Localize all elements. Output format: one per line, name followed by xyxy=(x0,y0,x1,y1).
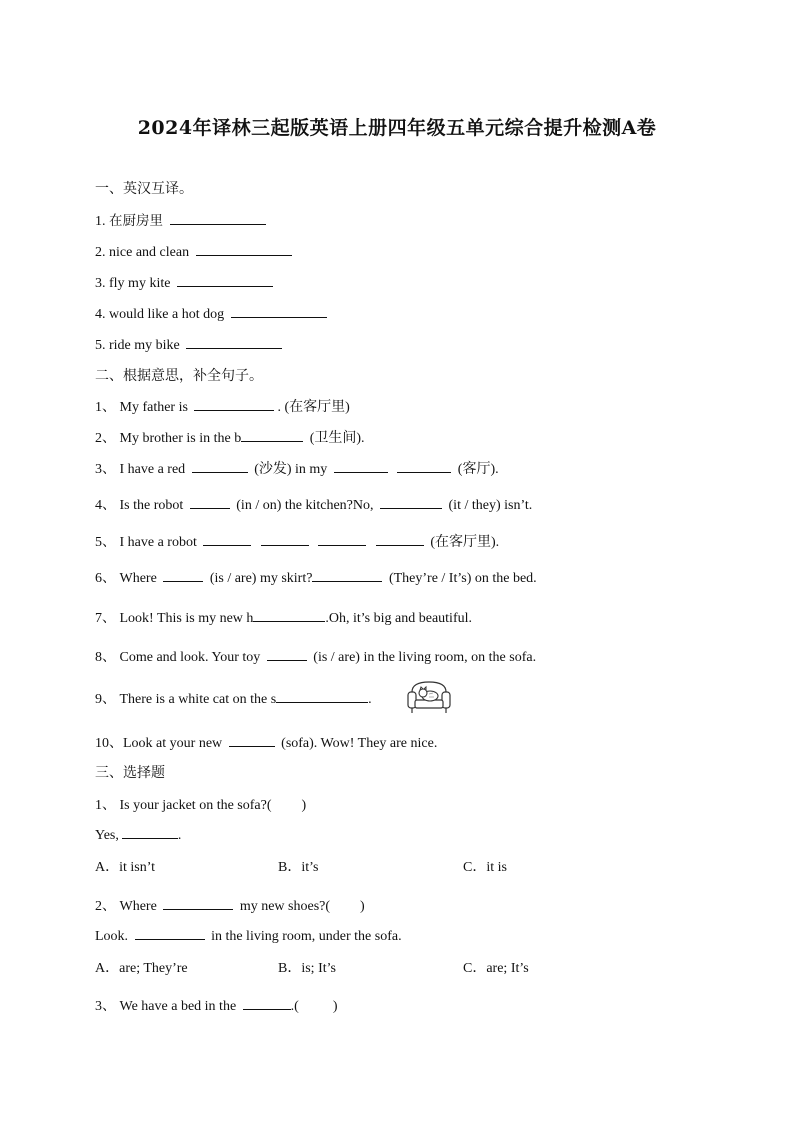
answer-blank[interactable] xyxy=(163,567,203,582)
answer-blank[interactable] xyxy=(229,732,275,747)
answer-blank[interactable] xyxy=(312,567,382,582)
item-text: (在客厅里). xyxy=(430,535,500,550)
answer-blank[interactable] xyxy=(243,995,291,1010)
page-title: 2024年译林三起版英语上册四年级五单元综合提升检测A卷 xyxy=(137,117,657,139)
section1-heading: 一、英汉互译。 xyxy=(95,181,193,197)
option-c[interactable]: C．it is xyxy=(463,860,507,875)
answer-blank[interactable] xyxy=(241,427,303,442)
answer-blank[interactable] xyxy=(267,646,307,661)
item-text: (客厅). xyxy=(457,462,499,477)
answer-blank[interactable] xyxy=(170,210,266,225)
item-number: 8、 xyxy=(95,650,116,665)
item-text: fly my kite xyxy=(109,276,171,291)
item-text: (is / are) my skirt? xyxy=(209,571,313,586)
item-text: My brother is in the b xyxy=(119,431,242,446)
item-text: (sofa). Wow! They are nice. xyxy=(281,736,438,751)
fill-item-4 xyxy=(95,494,532,514)
answer-blank[interactable] xyxy=(190,494,230,509)
item-text: My father is xyxy=(119,400,188,415)
choice-question-3 xyxy=(95,995,338,1015)
item-number: 4. xyxy=(95,307,106,322)
item-number: 2. xyxy=(95,245,106,260)
option-b[interactable]: B．is; It’s xyxy=(278,961,336,976)
section3-heading: 三、选择题 xyxy=(95,765,165,781)
item-number: 3. xyxy=(95,276,106,291)
answer-blank[interactable] xyxy=(177,272,273,287)
question-text: my new shoes?( xyxy=(239,899,331,914)
item-text: Come and look. Your toy xyxy=(119,650,261,665)
answer-blank[interactable] xyxy=(203,531,251,546)
choice-question-1-answer xyxy=(95,824,181,844)
item-text: There is a white cat on the s xyxy=(119,692,277,707)
item-text: ride my bike xyxy=(109,338,180,353)
fill-item-1 xyxy=(95,396,350,416)
answer-blank[interactable] xyxy=(334,458,388,473)
answer-blank[interactable] xyxy=(318,531,366,546)
answer-text: . xyxy=(177,828,182,843)
item-number: 2、 xyxy=(95,431,116,446)
translate-item-1 xyxy=(95,209,269,230)
fill-item-10 xyxy=(95,732,437,752)
item-text: would like a hot dog xyxy=(109,307,225,322)
item-number: 6、 xyxy=(95,571,116,586)
item-text: Look at your new xyxy=(123,736,223,751)
question-text: We have a bed in the xyxy=(119,999,237,1014)
item-text: nice and clean xyxy=(109,245,190,260)
answer-text: Yes, xyxy=(95,828,119,843)
answer-text: Look. xyxy=(95,929,129,944)
item-text: I have a red xyxy=(119,462,186,477)
choice-question-1 xyxy=(95,794,306,814)
item-text: (it / they) isn’t. xyxy=(448,498,533,513)
question-text: Is your jacket on the sofa?( xyxy=(119,798,272,813)
sofa-cat-icon xyxy=(406,674,452,716)
choice-question-2 xyxy=(95,895,365,915)
item-text: (is / are) in the living room, on the sofa. xyxy=(313,650,537,665)
answer-blank[interactable] xyxy=(163,895,233,910)
question-number: 1、 xyxy=(95,798,116,813)
answer-blank[interactable] xyxy=(135,925,205,940)
option-b[interactable]: B．it’s xyxy=(278,860,319,875)
question-number: 3、 xyxy=(95,999,116,1014)
item-number: 10、 xyxy=(95,736,123,751)
fill-item-9 xyxy=(95,688,372,708)
option-a[interactable]: A．are; They’re xyxy=(95,961,188,976)
item-text: Look! This is my new h xyxy=(119,611,254,626)
option-c[interactable]: C．are; It’s xyxy=(463,961,529,976)
question-text: Where xyxy=(119,899,157,914)
question-number: 2、 xyxy=(95,899,116,914)
answer-blank[interactable] xyxy=(253,607,325,622)
question-text: ) xyxy=(332,999,338,1014)
item-text: Is the robot xyxy=(119,498,184,513)
translate-item-3 xyxy=(95,272,276,292)
fill-item-5 xyxy=(95,531,499,551)
answer-blank[interactable] xyxy=(380,494,442,509)
item-number: 5、 xyxy=(95,535,116,550)
item-number: 7、 xyxy=(95,611,116,626)
fill-item-8 xyxy=(95,646,536,666)
option-a[interactable]: A．it isn’t xyxy=(95,860,156,875)
item-number: 9、 xyxy=(95,692,116,707)
fill-item-7 xyxy=(95,607,472,627)
item-text: .Oh, it’s big and beautiful. xyxy=(325,611,472,626)
item-text: (in / on) the kitchen?No, xyxy=(236,498,374,513)
answer-blank[interactable] xyxy=(194,396,274,411)
item-text: (卫生间). xyxy=(309,431,365,446)
answer-blank[interactable] xyxy=(192,458,248,473)
question-text: .( xyxy=(290,999,299,1014)
question-text: ) xyxy=(301,798,307,813)
question-text: ) xyxy=(360,899,365,914)
item-text: I have a robot xyxy=(119,535,197,550)
translate-item-4 xyxy=(95,303,330,323)
item-text: . (在客厅里) xyxy=(277,400,350,415)
choice-question-2-answer xyxy=(95,925,402,945)
answer-blank[interactable] xyxy=(376,531,424,546)
answer-blank[interactable] xyxy=(122,824,178,839)
fill-item-3 xyxy=(95,458,499,478)
answer-blank[interactable] xyxy=(186,334,282,349)
fill-item-6 xyxy=(95,567,537,587)
answer-blank[interactable] xyxy=(397,458,451,473)
section2-heading: 二、根据意思，补全句子。 xyxy=(95,368,263,384)
fill-item-2 xyxy=(95,427,365,447)
item-number: 5. xyxy=(95,338,106,353)
item-text: Where xyxy=(119,571,157,586)
item-text: 在厨房里 xyxy=(109,213,163,229)
answer-blank[interactable] xyxy=(196,241,292,256)
translate-item-5 xyxy=(95,334,285,354)
answer-blank[interactable] xyxy=(231,303,327,318)
translate-item-2 xyxy=(95,241,295,261)
item-text: (They’re / It’s) on the bed. xyxy=(388,571,537,586)
item-text: . xyxy=(368,692,372,707)
answer-blank[interactable] xyxy=(261,531,309,546)
item-number: 4、 xyxy=(95,498,116,513)
item-number: 3、 xyxy=(95,462,116,477)
answer-text: in the living room, under the sofa. xyxy=(211,929,402,944)
answer-blank[interactable] xyxy=(276,688,368,703)
item-number: 1、 xyxy=(95,400,116,415)
item-text: (沙发) in my xyxy=(254,462,328,477)
item-number: 1. xyxy=(95,214,106,229)
